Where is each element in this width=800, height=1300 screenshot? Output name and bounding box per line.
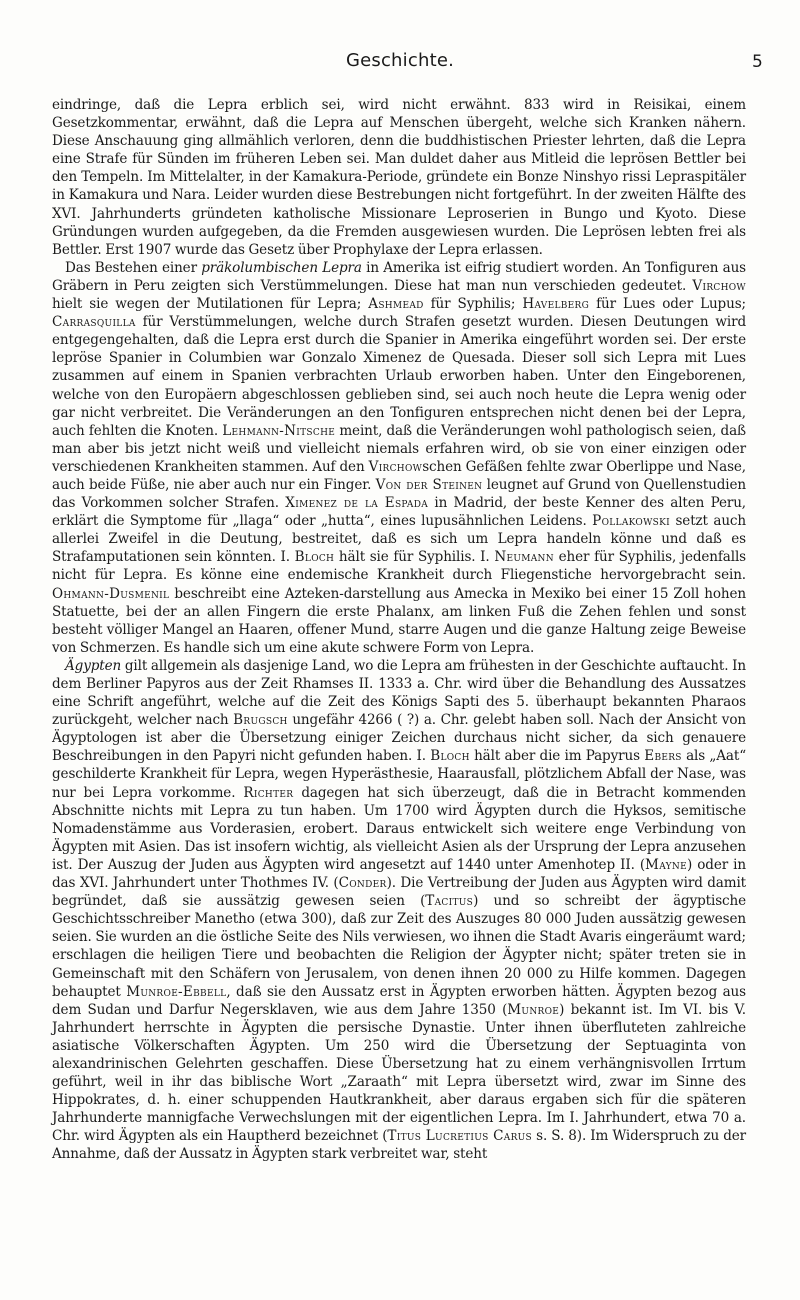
text-run: beschreibt eine Azteken-darstellung aus Amecka in Mexiko bei einer 15 Zoll hohen Statuette, bei der an allen Fingern die erste Phalanx, am linken Fuß die Zehen fehlen und sonst besteht völliger Mangel an Haaren, offener Mund, starre Augen und die ganze Haltung zeige Beweise von Schmerzen. Es handle sich um eine akute schwere Form von Lepra. xyxy=(52,585,746,656)
author-name: Titus Lucretius Carus xyxy=(387,1128,533,1145)
text-run: ). Die Vertreibung der Juden aus Ägypten wird damit begründet, daß sie aussätzig gewesen seien ( xyxy=(52,875,746,910)
text-run: , daß sie den Aussatz erst in Ägypten erworben hätten. Ägypten bezog aus dem Sudan und Darfur Negersklaven, wie aus dem Jahre 1350 ( xyxy=(52,983,746,1018)
author-name: Lehmann-Nitsche xyxy=(222,422,336,439)
author-name: Munroe-Ebbell xyxy=(126,983,227,1000)
text-run: meint, daß die Veränderungen wohl pathologisch seien, daß man aber bis jetzt nicht weiß und vielleicht niemals erfahren wird, ob sie von einer einzigen oder verschiedenen Krankheiten stammen. Auf den xyxy=(52,422,746,475)
author-name: Carrasquilla xyxy=(52,314,136,331)
author-name: Brugsch xyxy=(233,712,288,729)
text-run: für Lues oder Lupus; xyxy=(589,296,746,313)
text-run: in Madrid, der beste Kenner des alten Peru, erklärt die Symptome für „llaga“ oder „hutta“, eines lupusähnlichen Leidens. xyxy=(52,495,746,530)
author-name: Havelberg xyxy=(522,296,590,313)
emphasis: präkolumbischen Lepra xyxy=(201,259,362,276)
text-run: für Verstümmelungen, welche durch Strafen gesetzt wurden. Diesen Deutungen wird entgegengehalten, daß die Lepra erst durch die Spanier in Amerika eingeführt worden sei. Der erste lepröse Spanier in Columbien war Gonzalo Ximenez de Quesada. Dieser soll sich Lepra mit Lues zusammen auf einem in Spanien verbrachten Urlaub erworben haben. Unter den Eingeborenen, welche von den Europäern abgeschlossen geblieben sind, sei auch noch heute die Lepra wenig oder gar nicht verbreitet. Die Veränderungen an den Tonfiguren entsprechen nicht denen bei der Lepra, auch fehlten die Knoten. xyxy=(52,314,746,439)
emphasis: Ägypten xyxy=(65,657,122,674)
text-run: ungefähr 4266 ( ?) a. Chr. gelebt haben soll. Nach der Ansicht von Ägyptologen ist aber die Übersetzung einiger Zeichen durchaus nicht sicher, da sich genauere Beschreibungen in den Papyri nicht gefunden haben. I. xyxy=(52,712,746,765)
text-run: s. S. 8). Im Widerspruch zu der Annahme, daß der Aussatz in Ägypten stark verbreitet war, steht xyxy=(52,1128,746,1163)
author-name: Richter xyxy=(243,784,294,801)
text-run: als „Aat“ geschilderte Krankheit für Lepra, wegen Hyperästhesie, Haarausfall, plötzlichem Abfall der Nase, was nur bei Lepra vorkomme. xyxy=(52,748,747,801)
text-run: hält aber die im Papyrus xyxy=(469,748,645,765)
paragraph xyxy=(52,259,746,657)
author-name: Tacitus xyxy=(425,893,474,910)
text-run: gilt allgemein als dasjenige Land, wo die Lepra am frühesten in der Geschichte auftaucht. In dem Berliner Papyros aus der Zeit Rhamses II. 1333 a. Chr. wird über die Behandlung des Aussatzes eine Schrift angeführt, welche auf die Zeit des Königs Sapti des 5. überhaupt bekannten Pharaos zurückgeht, welcher nach xyxy=(52,657,746,729)
author-name: Mayne xyxy=(645,856,687,873)
paragraph xyxy=(52,657,746,1164)
text-run: eindringe, daß die Lepra erblich sei, wird nicht erwähnt. 833 wird in Reisikai, einem Gesetzkommentar, erwähnt, daß die Lepra auf Menschen übergeht, welche sich Kranken nähern. Diese Anschauung ging allmählich verloren, denn die buddhistischen Priester lehrten, daß die Lepra eine Strafe für Sünden im früheren Leben sei. Man duldet daher aus Mitleid die leprösen Bettler bei den Tempeln. Im Mittelalter, in der Kamakura-Periode, gründete ein Bonze Ninshyo rissi Lepraspitäler in Kamakura und Nara. Leider wurden diese Bestrebungen nicht fortgeführt. In der zweiten Hälfte des XVI. Jahrhunderts gründeten katholische Missionare Leproserien in Bungo und Kyoto. Diese Gründungen wurden aufgegeben, da die Fremden ausgewiesen wurden. Die Leprösen lebten frei als Bettler. Erst 1907 wurde das Gesetz über Prophylaxe der Lepra erlassen. xyxy=(52,97,746,258)
author-name: Virchow xyxy=(368,458,423,475)
author-name: Munroe xyxy=(507,1001,560,1018)
text-run: ) oder in das XVI. Jahrhundert unter Thothmes IV. ( xyxy=(52,856,747,892)
page-number: 5 xyxy=(752,52,763,72)
text-run: ) bekannt ist. Im VI. bis V. Jahrhundert herrschte in Ägypten die persische Dynastie. Unter ihnen überfluteten zahlreiche asiatische Völkerschaften Ägypten. Um 250 wird die Übersetzung der Septuaginta von alexandrinischen Gelehrten geschaffen. Diese Übersetzung hat zu einem verhängnisvollen Irrtum geführt, weil in ihr das biblische Wort „Zaraath“ mit Lepra übersetzt wird, zwar im Sinne des Hippokrates, d. h. einer schuppenden Hautkrankheit, aber daraus ergaben sich für die späteren Jahrhunderte mannigfache Verwechslungen mit der eigentlichen Lepra. Im I. Jahrhundert, etwa 70 a. Chr. wird Ägypten als ein Hauptherd bezeichnet ( xyxy=(52,1001,746,1145)
author-name: Conder xyxy=(338,875,387,892)
text-run: setzt auch allerlei Zweifel in die Deutung, bestreitet, daß es sich um Lepra handeln könne und daß es Strafamputationen sein könnten. I. xyxy=(52,513,746,566)
author-name: Pollakowski xyxy=(592,513,670,530)
text-run: hält sie für Syphilis. I. xyxy=(334,549,495,566)
author-name: Virchow xyxy=(692,277,746,294)
author-name: Bloch xyxy=(294,549,335,566)
author-name: Ohmann-Dusmenil xyxy=(52,585,170,602)
text-run: dagegen hat sich überzeugt, daß die in Betracht kommenden Abschnitte nichts mit Lepra zu tun haben. Um 1700 wird Ägypten durch die Hyksos, semitische Nomadenstämme aus Vorderasien, erobert. Daraus entwickelt sich weitere enge Verbindung von Ägypten mit Asien. Das ist insofern wichtig, als vielleicht Asien als der Ursprung der Lepra anzusehen ist. Der Auszug der Juden aus Ägypten wird angesetzt auf 1440 unter Amenhotep II. ( xyxy=(52,784,746,873)
text-run: schen Gefäßen fehlte zwar Oberlippe und Nase, auch beide Füße, nie aber auch nur ein Finger. xyxy=(52,458,746,493)
body-text xyxy=(52,96,746,1164)
text-run: leugnet auf Grund von Quellenstudien das Vorkommen solcher Strafen. xyxy=(52,476,746,512)
text-run: hielt sie wegen der Mutilationen für Lepra; xyxy=(52,296,369,313)
author-name: Ximenez de la Espada xyxy=(285,495,429,512)
paragraph xyxy=(52,96,746,259)
author-name: Von der Steinen xyxy=(375,476,483,493)
author-name: Ashmead xyxy=(368,296,424,313)
author-name: Bloch xyxy=(430,748,470,765)
running-title: Geschichte. xyxy=(345,50,455,71)
text-run: eher für Syphilis, jedenfalls nicht für Lepra. Es könne eine endemische Krankheit durch Fliegenstiche hervorgebracht sein. xyxy=(52,549,747,584)
author-name: Ebers xyxy=(644,748,682,765)
text-run: in Amerika ist eifrig studiert worden. An Tonfiguren aus Gräbern in Peru zeigten sich Verstümmelungen. Diese hat man nun verschieden gedeutet. xyxy=(52,259,747,294)
author-name: Neumann xyxy=(494,549,554,566)
text-run: ) und so schreibt der ägyptische Geschichtsschreiber Manetho (etwa 300), daß zur Zeit des Auszuges 80 000 Juden aussätzig gewesen seien. Sie wurden an die östliche Seite des Nils verwiesen, wo ihnen die Stadt Avaris eingeräumt ward; erschlagen die heiligen Tiere und beobachten die Religion der Ägypter nicht; später treten sie in Gemeinschaft mit den Schäfern von Jerusalem, von denen ihnen 20 000 zu Hilfe kommen. Dagegen behauptet xyxy=(52,893,746,1000)
text-run: Das Bestehen einer xyxy=(65,259,202,276)
text-run: für Syphilis; xyxy=(423,296,523,313)
